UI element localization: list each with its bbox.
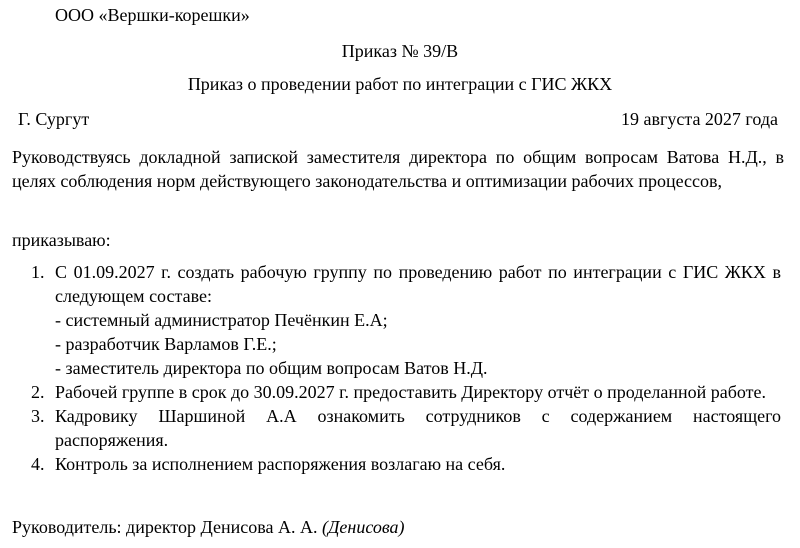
item-text: Контроль за исполнением распоряжения возлагаю на себя. [55,454,506,474]
order-items-list [31,260,781,476]
group-member: - заместитель директора по общим вопросам Ватов Н.Д. [55,358,488,378]
group-member: - разработчик Варламов Г.Е.; [55,334,277,354]
signature-label: Руководитель: директор Денисова А. А. [12,517,318,537]
item-number: 3. [31,406,45,426]
order-item-3 [31,404,781,452]
handwritten-signature: (Денисова) [321,517,405,537]
order-date: 19 августа 2027 года [621,109,778,129]
item-text: Рабочей группе в срок до 30.09.2027 г. предоставить Директору отчёт о проделанной работе. [55,382,767,402]
order-item-4 [31,452,781,476]
order-number: Приказ № 39/В [341,41,459,61]
city: Г. Сургут [18,109,90,129]
order-item-1 [31,260,781,380]
item-text: С 01.09.2027 г. создать рабочую группу по проведению работ по интеграции с ГИС ЖКХ в следующем составе: [55,262,781,306]
order-title: Приказ о проведении работ по интеграции с ГИС ЖКХ [187,74,613,94]
order-item-2 [31,380,781,404]
item-number: 2. [31,382,45,402]
signature-line [12,515,405,539]
group-member: - системный администратор Печёнкин Е.А; [55,310,388,330]
organization-name: ООО «Вершки-корешки» [55,5,250,25]
order-word: приказываю: [12,230,111,250]
item-number: 4. [31,454,45,474]
preamble-paragraph: Руководствуясь докладной запиской заместителя директора по общим вопросам Ватова Н.Д., в целях соблюдения норм действующего законодательства и оптимизации рабочих процессов, [12,147,784,191]
item-number: 1. [31,262,45,282]
item-text: Кадровику Шаршиной А.А ознакомить сотрудников с содержанием настоящего распоряжения. [55,406,781,450]
